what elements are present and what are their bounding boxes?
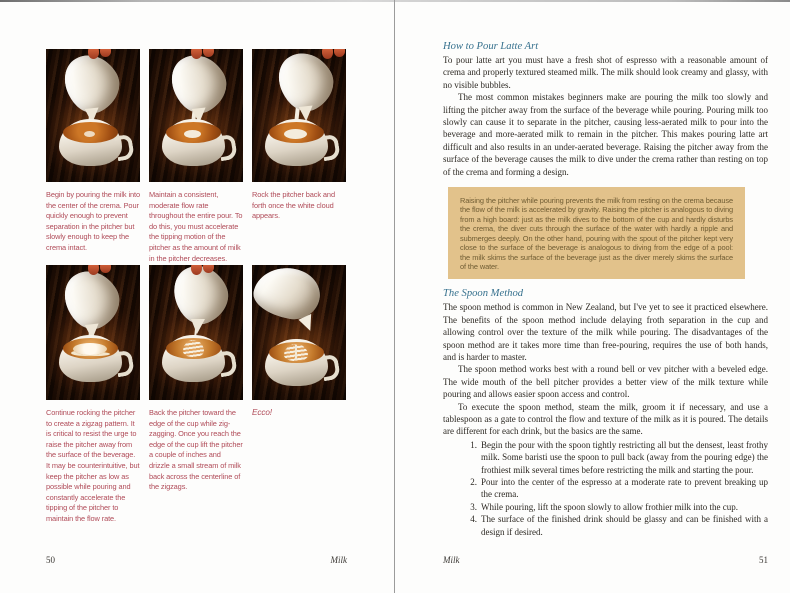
barista-finger <box>203 49 214 57</box>
step-3 <box>252 49 346 264</box>
milk-pitcher <box>252 265 324 323</box>
running-title-left: Milk <box>330 555 347 565</box>
step-3-caption: Rock the pitcher back and forth once the white cloud appears. <box>252 190 335 221</box>
coffee-cup <box>59 335 122 382</box>
list-number: 1. <box>470 439 477 450</box>
step-3-photo <box>252 49 346 182</box>
milk-pitcher <box>162 49 236 121</box>
crema-surface <box>269 122 324 143</box>
barista-finger <box>334 49 345 57</box>
step-6-photo <box>252 265 346 400</box>
cup-handle <box>320 354 341 382</box>
right-page-footer <box>443 555 768 565</box>
milk-pitcher <box>55 49 129 121</box>
latte-art-pattern <box>84 131 95 137</box>
latte-art-pattern <box>184 130 201 138</box>
list-item <box>466 513 768 538</box>
list-number: 3. <box>470 501 477 512</box>
barista-finger <box>100 265 111 273</box>
paragraph: The spoon method works best with a round bell or vev pitcher with a beveled edge. The wide mouth of the bell pitcher provides a better view of the milk texture while pouring and allows easier spoon access and control. <box>443 364 768 400</box>
spoon-method-steps-list <box>466 439 768 538</box>
paragraph: To execute the spoon method, steam the milk, groom it if necessary, and use a tablespoon as a gate to control the flow and texture of the milk as it is poured. The details are different for each drink, but the basics are the same. <box>443 401 768 437</box>
latte-art-pattern <box>73 343 107 355</box>
scan-edge <box>0 0 790 2</box>
coffee-cup <box>59 119 122 166</box>
latte-art-pattern <box>284 129 307 139</box>
step-2 <box>149 49 243 264</box>
cup-handle <box>114 350 135 378</box>
cup-handle <box>114 134 135 162</box>
coffee-cup <box>265 339 328 386</box>
section-heading-spoon-method: The Spoon Method <box>443 288 524 300</box>
page-gutter-line <box>394 0 395 593</box>
page-number-left: 50 <box>46 555 55 565</box>
right-page <box>443 40 768 538</box>
step-2-photo <box>149 49 243 182</box>
list-item <box>466 501 768 513</box>
crema-surface <box>63 122 118 143</box>
running-title-right: Milk <box>443 555 460 565</box>
callout-box <box>448 187 745 279</box>
cup-handle <box>320 134 341 162</box>
photo-row-1 <box>46 49 346 264</box>
milk-pitcher <box>269 49 343 119</box>
photo-row-2 <box>46 265 346 525</box>
latte-art-pattern <box>183 340 204 357</box>
barista-finger <box>322 49 333 59</box>
step-5-photo <box>149 265 243 400</box>
coffee-cup <box>162 119 225 166</box>
list-item <box>466 439 768 476</box>
step-4-photo <box>46 265 140 400</box>
milk-pitcher <box>165 265 236 331</box>
section-heading-pour-latte-art: How to Pour Latte Art <box>443 41 539 52</box>
callout-text: Raising the pitcher while pouring prevents the milk from resting on the crema because the flow of the milk is accelerated by gravity. Raising the pitcher is analogous to diving from a high board: just as the milk dives to the bottom of the cup and hardly disturbs the crema, the diver cuts through the surface of the water with hardly a ripple and submerges deeply. On the other hand, pouring with the spout of the pitcher kept very close to the surface of the beverage is analogous to diving from the edge of a pool: the milk skims the surface of the beverage just as the diver merely skims the surface of the water. <box>460 196 733 271</box>
pitcher-spout <box>298 314 317 334</box>
barista-finger <box>100 49 111 57</box>
milk-pitcher <box>55 265 129 337</box>
left-page-footer <box>46 555 347 565</box>
page-number-right: 51 <box>759 555 768 565</box>
pitcher-spout <box>191 319 205 334</box>
step-2-caption: Maintain a consistent, moderate flow rate throughout the entire pour. To do this, you must accelerate the tipping motion of the pitcher as the amount of milk in the pitcher decreases. <box>149 190 243 263</box>
crema-surface <box>269 342 324 363</box>
cup-handle <box>217 134 238 162</box>
step-6 <box>252 265 346 525</box>
step-6-caption: Ecco! <box>252 408 272 417</box>
crema-surface <box>63 338 118 359</box>
list-text: Pour into the center of the espresso at a moderate rate to prevent breaking up the crema. <box>481 477 768 500</box>
paragraph: To pour latte art you must have a fresh shot of espresso with a reasonable amount of crema and properly textured steamed milk. The milk should look creamy and glassy, with no visible bubbles. <box>443 55 768 90</box>
crema-surface <box>166 338 221 359</box>
coffee-cup <box>162 335 225 382</box>
paragraph: The spoon method is common in New Zealand, but I've yet to see it practiced elsewhere. The benefits of the spoon method include delaying froth separation in the cup and allowing control over the texture of the milk while pouring. The disadvantages of the spoon method are it takes more time than free-pouring, requires the use of both hands, and is harder to master. <box>443 302 768 362</box>
list-text: Begin the pour with the spoon tightly restricting all but the densest, least frothy milk. Some baristi use the spoon to pull back (away from the pouring edge) the frothiest milk several times before restricting the milk and starting the pour. <box>481 439 768 475</box>
step-5 <box>149 265 243 525</box>
step-1-caption: Begin by pouring the milk into the center of the crema. Pour quickly enough to prevent separation in the pitcher but slowly enough to keep the crema intact. <box>46 190 140 252</box>
step-5-caption: Back the pitcher toward the edge of the cup while zig-zagging. Once you reach the edge of the cup lift the pitcher a couple of inches and drizzle a small stream of milk back across the centerline of the zigzags. <box>149 408 243 492</box>
list-text: The surface of the finished drink should be glassy and can be finished with a design if desired. <box>481 514 768 537</box>
coffee-cup <box>265 119 328 166</box>
list-number: 2. <box>470 477 477 487</box>
list-item <box>466 476 768 501</box>
list-text: While pouring, lift the spoon slowly to allow frothier milk into the cup. <box>481 501 738 512</box>
crema-surface <box>166 122 221 143</box>
list-number: 4. <box>470 514 477 525</box>
step-1 <box>46 49 140 264</box>
step-4 <box>46 265 140 525</box>
latte-art-pattern <box>284 344 308 361</box>
step-1-photo <box>46 49 140 182</box>
paragraph: The most common mistakes beginners make are pouring the milk too slowly and lifting the pitcher away from the surface of the beverage while pouring. Pouring milk too slowly can cause it to separate in the pitcher, causing less-aerated milk to pour into the beverage and more-aerated milk to remain in the pitcher. This makes pouring latte art difficult and also results in an under-aerated beverage. Raising the pitcher away from the surface of the beverage causes the milk to dive under the crema rather than resting on top of the crema and forming a design. <box>443 92 768 177</box>
cup-handle <box>217 350 238 378</box>
step-4-caption: Continue rocking the pitcher to create a zigzag pattern. It is critical to resist the urge to raise the pitcher away from the surface of the beverage. It may be counterintuitive, but keep the pitcher as low as possible while pouring and constantly accelerate the tipping of the pitcher to maintain the flow rate. <box>46 408 140 523</box>
